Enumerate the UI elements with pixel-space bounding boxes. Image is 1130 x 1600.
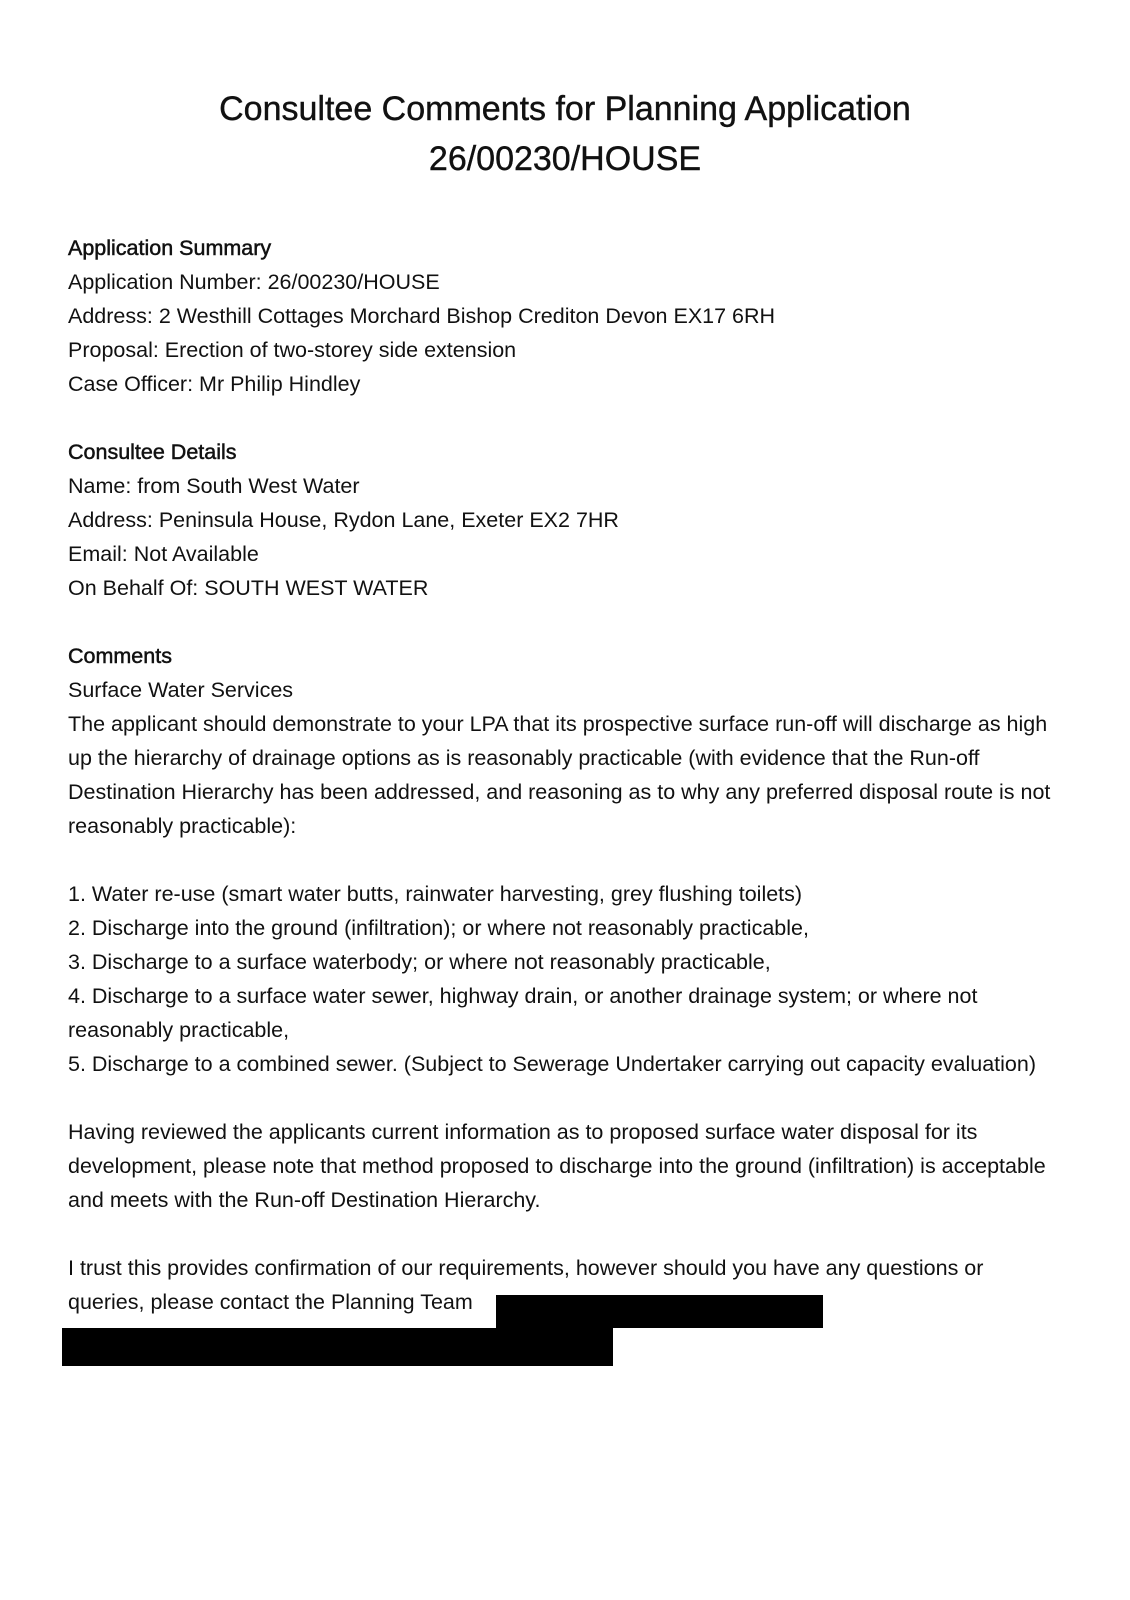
- comments-review: Having reviewed the applicants current information as to proposed surface water disposal for its development, please note that method proposed to discharge into the ground (infiltration) is acceptable and meets with the Run-off Destination Hierarchy.: [68, 1120, 1046, 1212]
- comments-section: [68, 639, 1058, 1319]
- drainage-hierarchy-list: [68, 877, 1058, 1081]
- consultee-name: Name: from South West Water: [68, 474, 360, 498]
- application-proposal: Proposal: Erection of two-storey side extension: [68, 338, 517, 362]
- redaction-block: [496, 1295, 823, 1328]
- comments-heading: Comments: [68, 644, 172, 668]
- title-line-2: 26/00230/HOUSE: [428, 140, 702, 178]
- application-summary-section: [68, 231, 1058, 401]
- consultee-on-behalf-of: On Behalf Of: SOUTH WEST WATER: [68, 576, 429, 600]
- consultee-email: Email: Not Available: [68, 542, 259, 566]
- title-line-1: Consultee Comments for Planning Application: [219, 90, 911, 128]
- list-item: 1. Water re-use (smart water butts, rainwater harvesting, grey flushing toilets): [68, 882, 803, 906]
- comments-intro: The applicant should demonstrate to your LPA that its prospective surface run-off will discharge as high up the hierarchy of drainage options as is reasonably practicable (with evidence that the Run-off Destination Hierarchy has been addressed, and reasoning as to why any preferred disposal route is not reasonably practicable):: [68, 712, 1051, 838]
- consultee-details-heading: Consultee Details: [68, 440, 237, 464]
- list-item: 3. Discharge to a surface waterbody; or where not reasonably practicable,: [68, 950, 771, 974]
- application-address: Address: 2 Westhill Cottages Morchard Bishop Crediton Devon EX17 6RH: [68, 304, 776, 328]
- case-officer: Case Officer: Mr Philip Hindley: [68, 372, 361, 396]
- application-number: Application Number: 26/00230/HOUSE: [68, 270, 440, 294]
- redaction-block: [62, 1328, 613, 1366]
- list-item: 2. Discharge into the ground (infiltration); or where not reasonably practicable,: [68, 916, 809, 940]
- list-item: 4. Discharge to a surface water sewer, highway drain, or another drainage system; or where not reasonably practicable,: [68, 984, 978, 1042]
- comments-closing: I trust this provides confirmation of our requirements, however should you have any questions or queries, please contact the Planning Team: [68, 1256, 984, 1314]
- application-summary-heading: Application Summary: [68, 236, 272, 260]
- consultee-address: Address: Peninsula House, Rydon Lane, Exeter EX2 7HR: [68, 508, 619, 532]
- list-item: 5. Discharge to a combined sewer. (Subject to Sewerage Undertaker carrying out capacity evaluation): [68, 1052, 1037, 1076]
- document-title: [60, 84, 1070, 184]
- consultee-details-section: [68, 435, 1058, 605]
- document-body: [68, 231, 1058, 1319]
- comments-subheading: Surface Water Services: [68, 678, 294, 702]
